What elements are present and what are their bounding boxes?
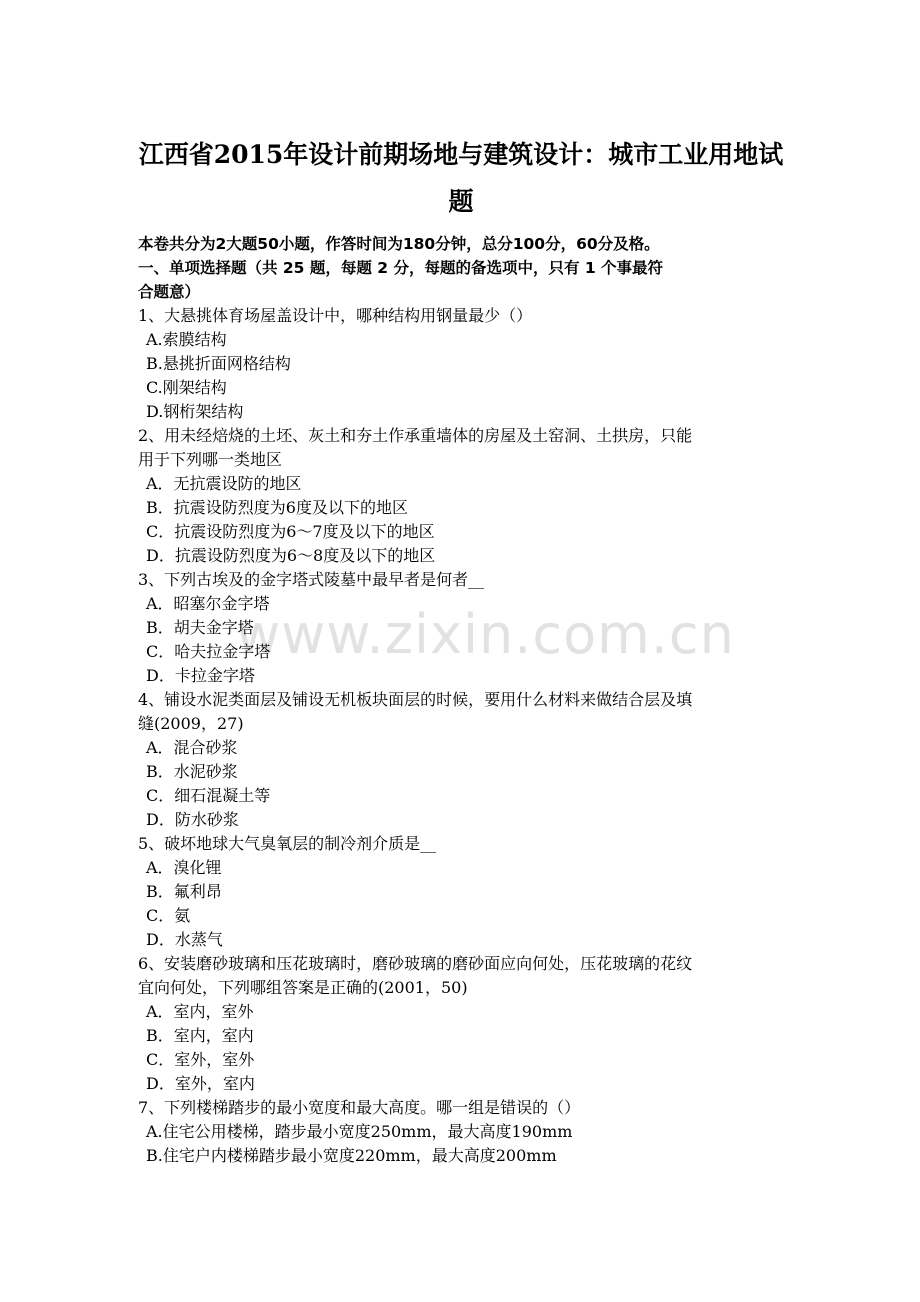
question-5-option-c: C．氨 <box>146 906 191 925</box>
section-heading-line-1: 一、单项选择题（共 25 题，每题 2 分，每题的备选项中，只有 1 个事最符 <box>138 259 664 277</box>
question-3-option-d: D．卡拉金字塔 <box>146 666 255 685</box>
question-3-option-a: A．昭塞尔金字塔 <box>146 594 270 613</box>
document-title-line-2: 题 <box>448 187 474 216</box>
question-2-option-b: B．抗震设防烈度为6度及以下的地区 <box>146 498 408 517</box>
question-3-option-b: B．胡夫金字塔 <box>146 618 254 637</box>
question-6-stem-line-2: 宜向何处，下列哪组答案是正确的(2001，50) <box>138 978 468 997</box>
question-4-stem-line-2: 缝(2009，27) <box>138 714 244 733</box>
question-7-option-a: A.住宅公用楼梯，踏步最小宽度250mm，最大高度190mm <box>146 1122 573 1141</box>
question-4-option-b: B．水泥砂浆 <box>146 762 238 781</box>
section-heading-line-2: 合题意） <box>138 283 201 301</box>
question-2-stem-line-1: 2、用未经焙烧的土坯、灰土和夯土作承重墙体的房屋及土窑洞、土拱房，只能 <box>138 426 693 445</box>
question-5-option-d: D．水蒸气 <box>146 930 223 949</box>
question-6-option-b: B．室内，室内 <box>146 1026 254 1045</box>
question-1-stem: 1、大悬挑体育场屋盖设计中，哪种结构用钢量最少（） <box>138 306 533 325</box>
question-6-option-c: C．室外，室外 <box>146 1050 255 1069</box>
question-2-stem-line-2: 用于下列哪一类地区 <box>138 450 283 469</box>
question-5-option-a: A．溴化锂 <box>146 858 222 877</box>
question-5-stem: 5、破坏地球大气臭氧层的制冷剂介质是__ <box>138 834 437 853</box>
question-7-stem: 7、下列楼梯踏步的最小宽度和最大高度。哪一组是错误的（） <box>138 1098 581 1117</box>
question-1-option-b: B.悬挑折面网格结构 <box>146 354 291 373</box>
question-2-option-d: D．抗震设防烈度为6～8度及以下的地区 <box>146 546 436 565</box>
question-1-option-c: C.刚架结构 <box>146 378 227 397</box>
exam-intro: 本卷共分为2大题50小题，作答时间为180分钟，总分100分，60分及格。 <box>138 235 660 253</box>
question-6-option-d: D．室外，室内 <box>146 1074 255 1093</box>
watermark: www.zixin.com.cn <box>236 603 735 666</box>
question-3-option-c: C．哈夫拉金字塔 <box>146 642 271 661</box>
question-6-stem-line-1: 6、安装磨砂玻璃和压花玻璃时，磨砂玻璃的磨砂面应向何处，压花玻璃的花纹 <box>138 954 693 973</box>
question-2-option-c: C．抗震设防烈度为6～7度及以下的地区 <box>146 522 435 541</box>
question-1-option-a: A.索膜结构 <box>146 330 227 349</box>
question-5-option-b: B．氟利昂 <box>146 882 222 901</box>
document-title-line-1: 江西省2015年设计前期场地与建筑设计：城市工业用地试 <box>138 140 784 169</box>
question-4-option-a: A．混合砂浆 <box>146 738 238 757</box>
question-7-option-b: B.住宅户内楼梯踏步最小宽度220mm，最大高度200mm <box>146 1146 557 1165</box>
question-3-stem: 3、下列古埃及的金字塔式陵墓中最早者是何者__ <box>138 570 485 589</box>
question-4-stem-line-1: 4、铺设水泥类面层及铺设无机板块面层的时候，要用什么材料来做结合层及填 <box>138 690 693 709</box>
question-1-option-d: D.钢桁架结构 <box>146 402 244 421</box>
question-4-option-d: D．防水砂浆 <box>146 810 239 829</box>
question-6-option-a: A．室内，室外 <box>146 1002 254 1021</box>
question-4-option-c: C．细石混凝土等 <box>146 786 271 805</box>
question-2-option-a: A．无抗震设防的地区 <box>146 474 302 493</box>
